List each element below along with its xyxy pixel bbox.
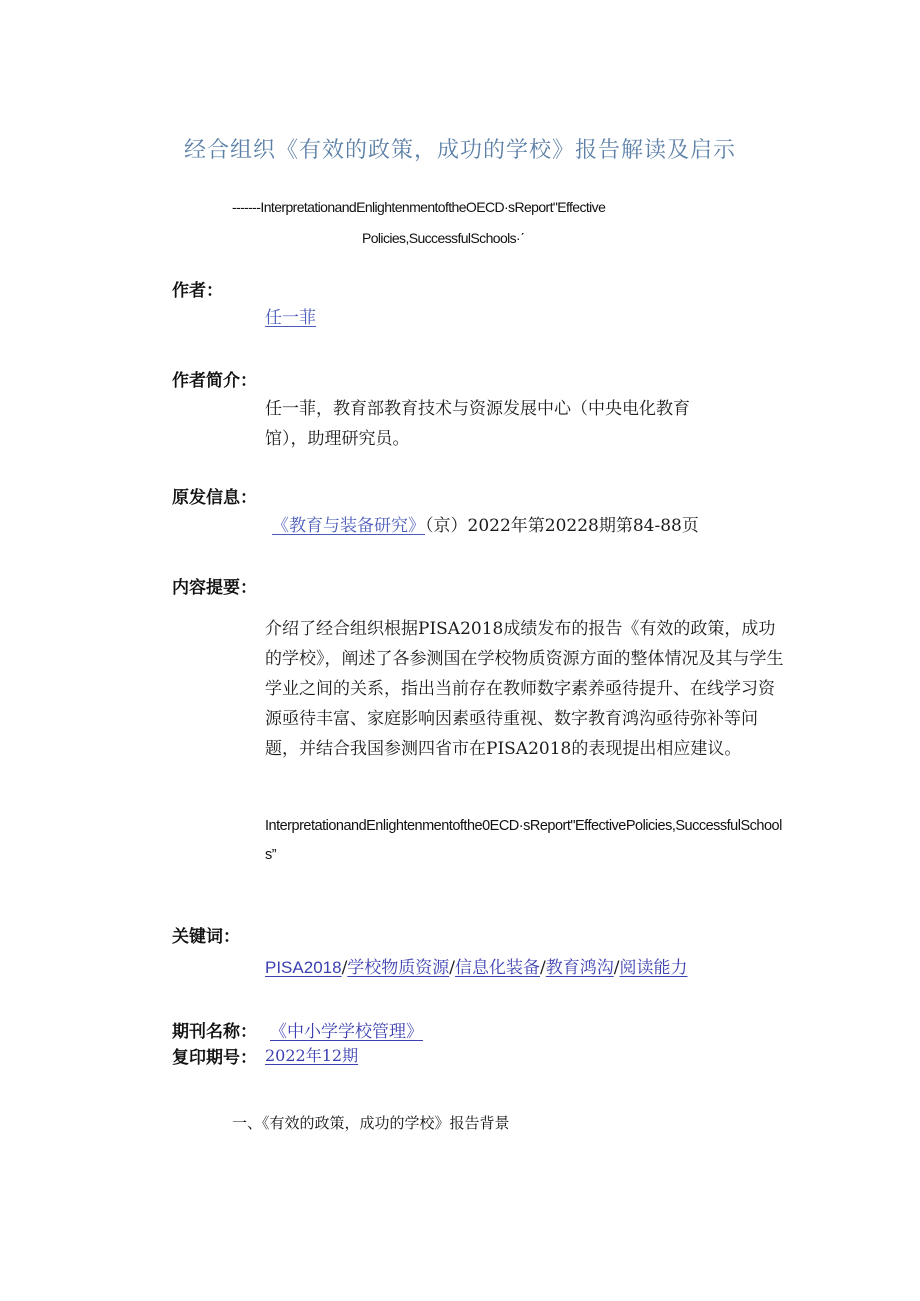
author-label: 作者： — [172, 281, 223, 301]
keyword-link[interactable]: 学校物质资源 — [347, 958, 450, 978]
journal-name-link[interactable]: 《中小学学校管理》 — [270, 1022, 423, 1042]
abstract-english: InterpretationandEnlightenmentofthe0ECD·sReport"EffectivePolicies,SuccessfulSchools” — [265, 818, 782, 863]
bio-line-2: 馆），助理研究员。 — [265, 429, 410, 449]
journal-name-label: 期刊名称： — [172, 1022, 257, 1042]
keyword-link[interactable]: 信息化装备 — [455, 958, 541, 978]
section-heading: 一、《有效的政策，成功的学校》报告背景 — [232, 1114, 510, 1132]
english-subtitle-line-1: -------InterpretationandEnlightenmentoftheOECD·sReport"Effective — [232, 199, 606, 215]
reprint-issue-link[interactable]: 2022年12期 — [265, 1046, 359, 1065]
keywords-label: 关键词： — [172, 927, 240, 947]
source-journal-link[interactable]: 《教育与装备研究》 — [272, 516, 425, 536]
english-subtitle-line-2: Policies,SuccessfulSchools·ˊ — [362, 230, 525, 246]
document-title: 经合组织《有效的政策，成功的学校》报告解读及启示 — [183, 138, 736, 163]
author-name-link[interactable]: 任一菲 — [265, 308, 316, 328]
keyword-link[interactable]: PISA2018 — [265, 958, 342, 977]
keywords-list — [265, 953, 688, 978]
keyword-separator: / — [613, 958, 620, 978]
abstract-label: 内容提要： — [172, 578, 257, 598]
abstract-text: 介绍了经合组织根据PISA2018成绩发布的报告《有效的政策，成功的学校》，阐述了各参测国在学校物质资源方面的整体情况及其与学生学业之间的关系，指出当前存在教师数字素养亟待提升、在线学习资源亟待丰富、家庭影响因素亟待重视、数字教育鸿沟亟待弥补等问题，并结合我国参测四省市在PISA2018的表现提出相应建议。 — [265, 619, 784, 759]
keyword-link[interactable]: 阅读能力 — [619, 958, 688, 978]
bio-label: 作者简介： — [172, 371, 257, 391]
keyword-separator: / — [449, 958, 456, 978]
source-details: （京）2022年第20228期第84-88页 — [425, 516, 699, 536]
keyword-separator: / — [540, 958, 546, 978]
keyword-link[interactable]: 教育鸿沟 — [545, 958, 614, 978]
keyword-separator: / — [341, 958, 348, 978]
source-label: 原发信息： — [172, 488, 257, 508]
source-line — [272, 511, 699, 536]
bio-line-1: 任一菲，教育部教育技术与资源发展中心（中央电化教育 — [265, 399, 690, 419]
reprint-issue-label: 复印期号： — [172, 1048, 257, 1068]
